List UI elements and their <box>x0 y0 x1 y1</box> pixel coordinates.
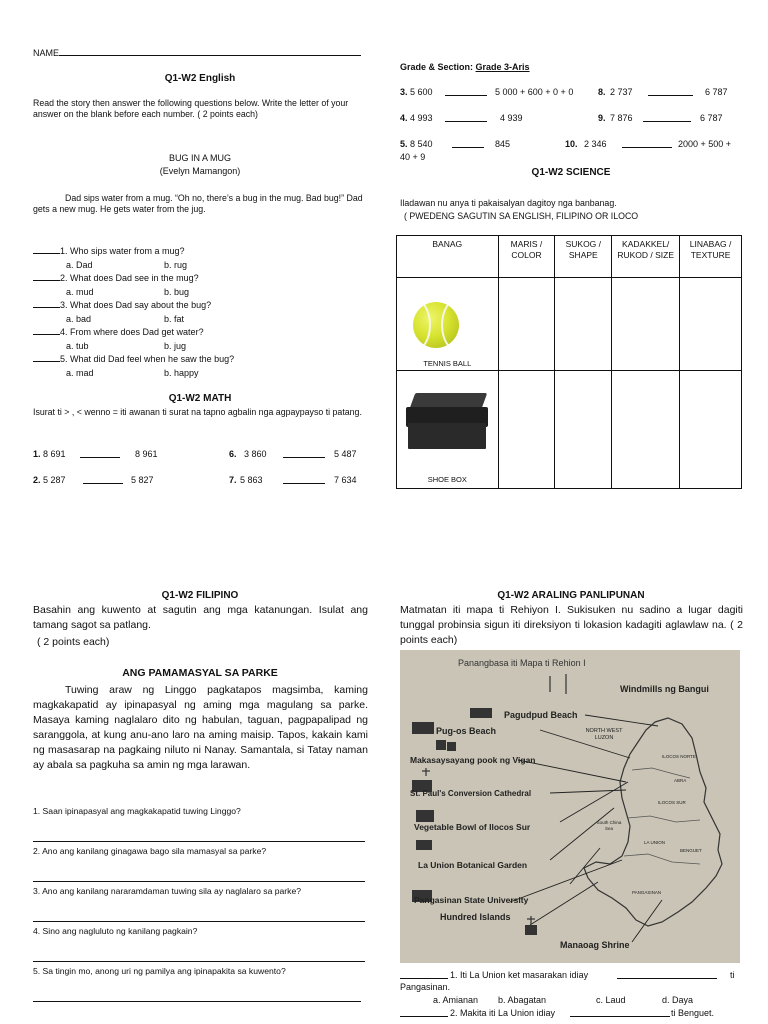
grade-section <box>400 62 530 74</box>
science-answer-cell[interactable] <box>612 371 680 489</box>
map-province: ABRA <box>674 778 687 783</box>
math-num: 4. <box>400 113 408 123</box>
science-answer-cell[interactable] <box>680 278 742 371</box>
science-instructions: Iladawan nu anya ti pakaisalyan dagitoy nga banbanag. <box>400 198 617 208</box>
ap-choice-a: a. Amianan <box>433 995 479 1005</box>
english-choices <box>33 260 368 274</box>
math-left: 8 691 <box>43 449 66 459</box>
english-story-text: Dad sips water from a mug. “Oh no, there’s a bug in the mug. Bad bug!” Dad gets a new mug. He gets water from the jug. <box>33 193 363 215</box>
math-left: 5 600 <box>410 87 433 97</box>
math-instructions: Isurat ti > , < wenno = iti awanan ti surat na tapno agbalin nga agpaypayso ti patang. <box>33 407 362 417</box>
filipino-title: Q1-W2 FILIPINO <box>161 590 239 601</box>
math-num: 2. <box>33 475 41 485</box>
english-choice-b[interactable]: b. fat <box>164 313 185 324</box>
math-right: 8 961 <box>135 449 158 459</box>
english-question <box>33 327 368 341</box>
map-province: PANGASINAN <box>632 890 662 895</box>
english-question <box>33 300 368 314</box>
english-questions <box>33 246 368 381</box>
tennis-ball-icon <box>413 302 459 348</box>
map-province: LA UNION <box>644 840 666 845</box>
map-label: St. Paul's Conversion Cathedral <box>410 789 532 798</box>
math-left: 4 993 <box>410 113 433 123</box>
english-question-text: 5. What did Dad feel when he saw the bug? <box>60 354 235 364</box>
english-choices <box>33 287 368 301</box>
science-answer-cell[interactable] <box>555 371 612 489</box>
english-choice-b[interactable]: b. jug <box>164 340 187 351</box>
ap-title: Q1-W2 ARALING PANLIPUNAN <box>497 590 645 601</box>
ap-answer-blank[interactable] <box>400 970 448 979</box>
math-right: 5 827 <box>131 475 154 485</box>
math-right: 2000 + 500 + <box>678 139 732 149</box>
math-left: 2 737 <box>610 87 633 97</box>
math-right: 5 487 <box>334 449 357 459</box>
math-num: 8. <box>598 87 606 97</box>
ap-q1-post: ti <box>730 970 735 980</box>
map-label: Pagudpud Beach <box>504 710 578 720</box>
science-header-shape: SUKOG / SHAPE <box>555 236 612 278</box>
english-choices <box>33 314 368 328</box>
english-title: Q1-W2 English <box>164 73 236 84</box>
math-right: 6 787 <box>705 87 728 97</box>
math-row-2 <box>33 475 373 487</box>
math-answer-blank[interactable] <box>622 139 672 148</box>
science-header-banag: BANAG <box>397 236 499 278</box>
english-answer-blank[interactable] <box>33 300 60 308</box>
filipino-answer-line[interactable] <box>33 961 365 962</box>
science-answer-cell[interactable] <box>555 278 612 371</box>
english-instructions: Read the story then answer the following questions below. Write the letter of your answer on the blank before each number. ( 2 points each) <box>33 98 349 120</box>
science-title: Q1-W2 SCIENCE <box>531 167 611 178</box>
map-label: Hundred Islands <box>440 912 511 922</box>
science-header-color: MARIS / COLOR <box>498 236 555 278</box>
ap-q2-text: 2. Makita iti La Union idiay <box>450 1008 556 1018</box>
math-num: 3. <box>400 87 408 97</box>
math-left: 7 876 <box>610 113 633 123</box>
science-header-size: KADAKKEL/ RUKOD / SIZE <box>612 236 680 278</box>
math-right: 6 787 <box>700 113 723 123</box>
science-item-cell <box>397 371 499 489</box>
filipino-question-3: 3. Ano ang kanilang nararamdaman tuwing sila ay naglalaro sa parke? <box>33 886 302 896</box>
science-answer-cell[interactable] <box>498 371 555 489</box>
filipino-question-4: 4. Sino ang nagluluto ng kanilang pagkain? <box>33 926 198 936</box>
math-num: 1. <box>33 449 41 459</box>
filipino-question-2: 2. Ano ang kanilang ginagawa bago sila mamasyal sa parke? <box>33 846 267 856</box>
ap-answer-blank[interactable] <box>400 1008 448 1017</box>
math-row-5 <box>400 139 745 151</box>
math-answer-blank[interactable] <box>452 139 484 148</box>
math-title: Q1-W2 MATH <box>168 393 232 404</box>
ap-instructions: Matmatan iti mapa ti Rehiyon I. Sukisuken nu sadino a lugar dagiti tunggal probinsia sigun iti direksiyon ti lokasion kadagiti aglawlaw na. ( 2 points each) <box>400 604 743 646</box>
english-story-author: (Evelyn Mamangon) <box>159 166 241 176</box>
english-choice-b[interactable]: b. bug <box>164 286 190 297</box>
math-num: 5. <box>400 139 408 149</box>
english-question <box>33 354 368 368</box>
science-instructions-2: ( PWEDENG SAGUTIN SA ENGLISH, FILIPINO OR ILOCO <box>404 211 639 221</box>
math-left: 3 860 <box>244 449 267 459</box>
math-left: 5 863 <box>240 475 263 485</box>
math-row-1 <box>33 449 373 461</box>
english-answer-blank[interactable] <box>33 327 60 335</box>
map-province: ILOCOS NORTE <box>662 754 696 759</box>
map-label: Pug-os Beach <box>436 726 497 736</box>
ap-fill-blank[interactable] <box>570 1008 670 1017</box>
english-choices <box>33 368 368 382</box>
math-num: 9. <box>598 113 606 123</box>
ap-q1-cont: Pangasinan. <box>400 982 451 992</box>
filipino-answer-line[interactable] <box>33 921 365 922</box>
shoe-box-icon <box>406 393 490 453</box>
ap-choice-d: d. Daya <box>662 995 694 1005</box>
name-label: NAME <box>33 48 60 58</box>
english-answer-blank[interactable] <box>33 354 60 362</box>
name-blank[interactable] <box>59 47 361 56</box>
map-province: BENGUET <box>680 848 702 853</box>
map-label: Windmills ng Bangui <box>620 684 709 694</box>
math-num: 7. <box>229 475 237 485</box>
science-answer-cell[interactable] <box>612 278 680 371</box>
filipino-answer-line[interactable] <box>33 841 365 842</box>
english-question-text: 4. From where does Dad get water? <box>60 327 204 337</box>
english-answer-blank[interactable] <box>33 246 60 254</box>
filipino-story-title: ANG PAMAMASYAL SA PARKE <box>122 667 278 679</box>
math-left: 8 540 <box>410 139 433 149</box>
grade-value: Grade 3-Aris <box>475 62 530 72</box>
english-choice-a[interactable]: a. tub <box>66 340 89 351</box>
map-label: Manaoag Shrine <box>560 940 630 950</box>
ap-q1-text: 1. Iti La Union ket masarakan idiay <box>450 970 589 980</box>
map-title: Panangbasa iti Mapa ti Rehion I <box>458 658 586 668</box>
math-right: 4 939 <box>500 113 523 123</box>
math-left: 2 346 <box>584 139 607 149</box>
science-item-cell <box>397 278 499 371</box>
english-choices <box>33 341 368 355</box>
math-answer-blank[interactable] <box>283 475 325 484</box>
english-choice-b[interactable]: b. rug <box>164 259 188 270</box>
math-answer-blank[interactable] <box>648 87 693 96</box>
english-question-text: 3. What does Dad say about the bug? <box>60 300 212 310</box>
math-row-5-cont: 40 + 9 <box>400 152 426 162</box>
math-answer-blank[interactable] <box>83 475 123 484</box>
filipino-question-5: 5. Sa tingin mo, anong uri ng pamilya ang ipinapakita sa kuwento? <box>33 966 286 976</box>
science-answer-cell[interactable] <box>498 278 555 371</box>
name-field[interactable] <box>33 47 361 60</box>
math-right: 5 000 + 600 + 0 + 0 <box>495 87 574 97</box>
ap-question-1 <box>400 970 745 982</box>
math-answer-blank[interactable] <box>283 449 325 458</box>
map-label: La Union Botanical Garden <box>418 860 528 870</box>
math-num: 10. <box>565 139 578 149</box>
math-answer-blank[interactable] <box>445 87 487 96</box>
english-choice-a[interactable]: a. Dad <box>66 259 93 270</box>
science-table <box>396 235 742 489</box>
filipino-story-text: Tuwing araw ng Linggo pagkatapos magsimba, kaming magkakapatid ay ipinapasyal ng aming mga magulang sa parke. Masaya kaming naglalaro dito ng habulan, taguan, pagpapalipad ng saranggola, at kung anu-ano laro na aming maisip. Tapos, kakain kami ng masasarap na pagkaing niluto ni Nanay. Samantala, si Tatay naman ay abala sa pagkuha sa amin ng mga larawan. <box>33 684 368 771</box>
ap-choices <box>400 995 745 1007</box>
math-answer-blank[interactable] <box>80 449 120 458</box>
filipino-instructions: Basahin ang kuwento at sagutin ang mga katanungan. Isulat ang tamang sagot sa patlang. <box>33 604 368 631</box>
math-num: 6. <box>229 449 237 459</box>
english-question-text: 2. What does Dad see in the mug? <box>60 273 199 283</box>
map-region-label: NORTH WEST LUZON <box>585 728 623 742</box>
english-choice-a[interactable]: a. mud <box>66 286 94 297</box>
region-map <box>400 650 740 963</box>
english-answer-blank[interactable] <box>33 273 60 281</box>
math-right: 845 <box>495 139 511 149</box>
science-answer-cell[interactable] <box>680 371 742 489</box>
english-question-text: 1. Who sips water from a mug? <box>60 246 185 256</box>
map-label: Pangasinan State University <box>414 895 529 905</box>
english-choice-b[interactable]: b. happy <box>164 367 199 378</box>
math-row-3 <box>400 87 745 99</box>
math-row-4 <box>400 113 745 125</box>
science-header-texture: LINABAG / TEXTURE <box>680 236 742 278</box>
english-story-title: BUG IN A MUG <box>168 153 231 163</box>
english-choice-a[interactable]: a. mad <box>66 367 94 378</box>
science-item-label: SHOE BOX <box>427 475 467 484</box>
map-province: ILOCOS SUR <box>658 800 686 805</box>
map-sea-label: South China Sea <box>596 820 622 831</box>
ap-question-2 <box>400 1008 745 1020</box>
map-label: Vegetable Bowl of Ilocos Sur <box>414 822 531 832</box>
math-answer-blank[interactable] <box>445 113 487 122</box>
ap-choice-b: b. Abagatan <box>498 995 547 1005</box>
ap-fill-blank[interactable] <box>617 970 717 979</box>
english-question <box>33 273 368 287</box>
filipino-points: ( 2 points each) <box>37 636 110 648</box>
filipino-answer-line[interactable] <box>33 1001 361 1002</box>
grade-label: Grade & Section: <box>400 62 474 72</box>
english-choice-a[interactable]: a. bad <box>66 313 92 324</box>
filipino-answer-line[interactable] <box>33 881 365 882</box>
map-label: Makasaysayang pook ng Vigan <box>410 755 536 765</box>
math-right: 7 634 <box>334 475 357 485</box>
filipino-question-1: 1. Saan ipinapasyal ang magkakapatid tuwing Linggo? <box>33 806 241 816</box>
english-question <box>33 246 368 260</box>
ap-choice-c: c. Laud <box>596 995 626 1005</box>
math-answer-blank[interactable] <box>643 113 691 122</box>
science-item-label: TENNIS BALL <box>423 359 472 368</box>
ap-q2-post: ti Benguet. <box>671 1008 715 1018</box>
math-left: 5 287 <box>43 475 66 485</box>
